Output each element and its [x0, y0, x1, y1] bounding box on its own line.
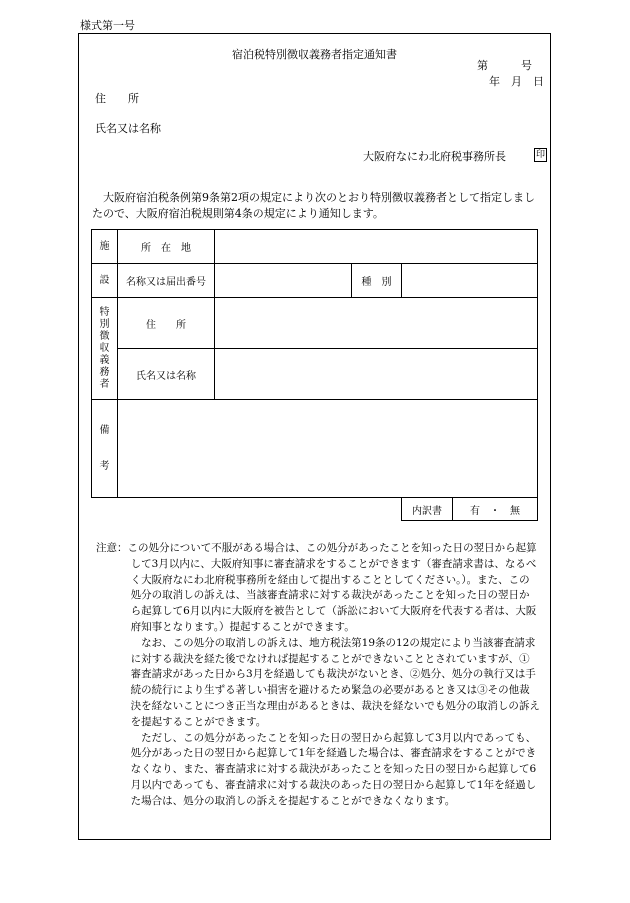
- note-paragraph-2: なお、この処分の取消しの訴えは、地方税法第19条の12の規定により当該審査請求に対する裁決を経た後でなければ提起することができないこととされていますが、①審査請求があった日から3月を経過しても裁決がないとき、②処分、処分の執行又は手続の続行により生ずる著しい損害を避けるため緊急の必要があるとき又は③その他裁決を経ないことにつき正当な理由があるときは、裁決を経ないでも処分の取消しの訴えを提起することができます。: [130, 636, 540, 728]
- collector-name-label: 氏名又は名称: [118, 349, 215, 400]
- recipient-address-label: 住 所: [95, 92, 139, 105]
- date-label: 年 月 日: [489, 75, 544, 88]
- designation-table: [91, 229, 538, 498]
- breakdown-label: 内訳書: [402, 498, 453, 521]
- facility-location-label: 所 在 地: [118, 230, 215, 264]
- note-paragraph-3: ただし、この処分があったことを知った日の翌日から起算して3月以内であっても、処分があった日の翌日から起算して1年を経過した場合は、審査請求をすることができなくなり、また、審査請求に対する裁決があったことを知った日の翌日から起算して6月以内であっても、審査請求に対する裁決のあった日の翌日から起算して1年を経過した場合は、処分の取消しの訴えを提起することができなくなります。: [130, 731, 537, 807]
- facility-label-top: 施: [92, 230, 118, 264]
- breakdown-options[interactable]: 有 ・ 無: [453, 498, 538, 521]
- breakdown-table: [401, 497, 538, 521]
- remarks-label: 備 考: [92, 400, 118, 498]
- remarks-field[interactable]: [118, 400, 538, 498]
- facility-label-bottom: 設: [92, 264, 118, 298]
- facility-location-field[interactable]: [215, 230, 538, 264]
- facility-name-label: 名称又は届出番号: [118, 264, 215, 298]
- seal-mark: 印: [535, 150, 545, 160]
- collector-name-field[interactable]: [215, 349, 538, 400]
- note-paragraph-1: 注意：この処分について不服がある場合は、この処分があったことを知った日の翌日から起算して3月以内に、大阪府知事に審査請求をすることができます（審査請求書は、なるべく大阪府なにわ北府税事務所を経由して提出することとしてください。）。また、この処分の取消しの訴えは、当該審査請求に対する裁決があったことを知った日の翌日から起算して6月以内に大阪府を被告として（訴訟において大阪府を代表する者は、大阪府知事となります。）提起することができます。: [96, 542, 537, 633]
- recipient-name-label: 氏名又は名称: [95, 122, 161, 135]
- number-label: 第 号: [477, 59, 532, 72]
- notes-section: [96, 541, 540, 810]
- type-label: 種 別: [352, 264, 402, 298]
- issuer-name: 大阪府なにわ北府税事務所長: [363, 150, 506, 163]
- collector-address-label: 住 所: [118, 298, 215, 349]
- type-field[interactable]: [402, 264, 538, 298]
- facility-name-field[interactable]: [215, 264, 352, 298]
- form-number: 様式第一号: [80, 19, 135, 32]
- collector-address-field[interactable]: [215, 298, 538, 349]
- document-title: 宿泊税特別徴収義務者指定通知書: [232, 48, 397, 61]
- collector-label: 特 別 徴 収 義 務 者: [92, 298, 118, 400]
- intro-text: 大阪府宿泊税条例第9条第2項の規定により次のとおり特別徴収義務者として指定しましたので、大阪府宿泊税規則第4条の規定により通知します。: [92, 191, 535, 220]
- document-frame: [78, 33, 551, 840]
